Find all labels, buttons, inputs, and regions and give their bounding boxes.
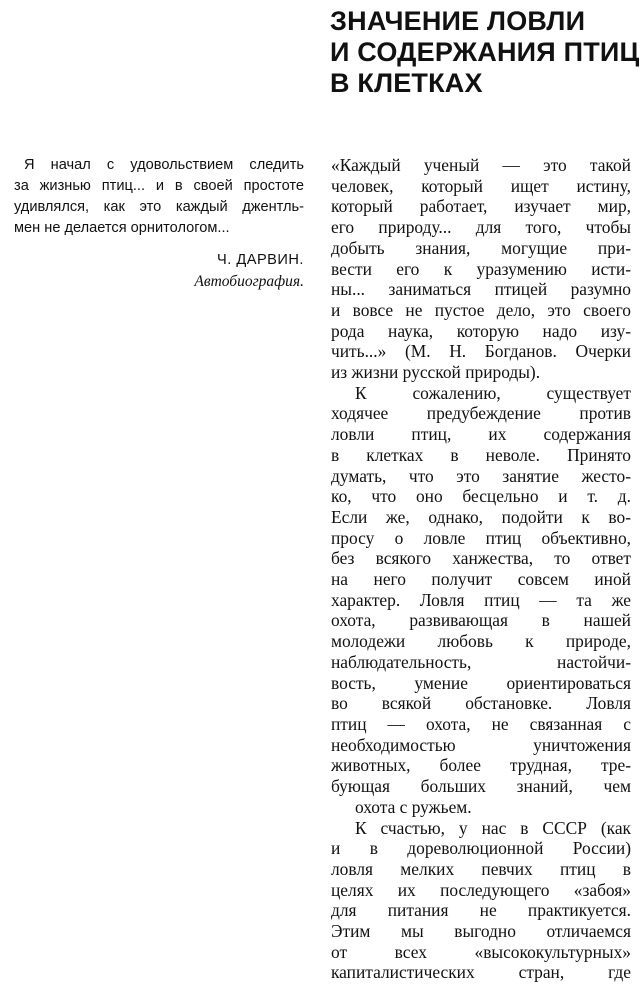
body-line: вость, умение ориентироваться bbox=[331, 672, 631, 693]
body-line: вести его к уразумению исти- bbox=[331, 258, 631, 279]
body-line: охота с ружьем. bbox=[355, 796, 472, 817]
title-line: И СОДЕРЖАНИЯ ПТИЦ bbox=[330, 37, 640, 67]
epigraph-line: за жизнью птиц... и в своей простоте bbox=[14, 178, 304, 194]
body-line: рода наука, которую надо изу- bbox=[331, 320, 631, 341]
body-line: в клетках в неволе. Принято bbox=[331, 444, 631, 465]
body-line: и в дореволюционной России) bbox=[331, 838, 631, 859]
title-line: В КЛЕТКАХ bbox=[330, 68, 483, 98]
body-line: человек, который ищет истину, bbox=[331, 175, 631, 196]
body-line: ловля мелких певчих птиц в bbox=[331, 858, 631, 879]
body-line: «Каждый ученый — это такой bbox=[331, 155, 631, 175]
body-line: ко, что оно бесцельно и т. д. bbox=[331, 486, 631, 507]
body-line: который работает, изучает мир, bbox=[331, 196, 631, 217]
body-line: просу о ловле птиц объективно, bbox=[331, 527, 631, 548]
body-line: молодежи любовь к природе, bbox=[331, 631, 631, 652]
body-line: охота, развивающая в нашей bbox=[331, 610, 631, 631]
body-line: животных, более трудная, тре- bbox=[331, 755, 631, 776]
epigraph bbox=[14, 155, 304, 239]
epigraph-line: удивлялся, как это каждый джентль- bbox=[14, 199, 304, 215]
epigraph-source: Автобиография. bbox=[194, 273, 304, 290]
body-line: чить...» (М. Н. Богданов. Очерки bbox=[331, 341, 631, 362]
epigraph-author: Ч. ДАРВИН. bbox=[216, 252, 304, 268]
body-line: Этим мы выгодно отличаемся bbox=[331, 921, 631, 942]
body-line: характер. Ловля птиц — та же bbox=[331, 589, 631, 610]
chapter-title bbox=[330, 6, 640, 99]
body-line: К счастью, у нас в СССР (как bbox=[355, 817, 631, 838]
body-line: птиц — охота, не связанная с bbox=[331, 713, 631, 734]
body-line: необходимостью уничтожения bbox=[331, 734, 631, 755]
body-line: капиталистических стран, где bbox=[331, 962, 631, 983]
body-line: его природу... для того, чтобы bbox=[331, 217, 631, 238]
epigraph-line: Я начал с удовольствием следить bbox=[24, 157, 304, 173]
body-line: ны... заниматься птицей разумно bbox=[331, 279, 631, 300]
body-line: на него получит совсем иной bbox=[331, 569, 631, 590]
body-line: из жизни русской природы). bbox=[331, 362, 541, 383]
body-line: Если же, однако, подойти к во- bbox=[331, 506, 631, 527]
body-text bbox=[331, 155, 631, 983]
title-line: ЗНАЧЕНИЕ ЛОВЛИ bbox=[330, 6, 586, 36]
body-line: для питания не практикуется. bbox=[331, 900, 631, 921]
epigraph-line: мен не делается орнитологом... bbox=[14, 220, 230, 236]
body-line: наблюдательность, настойчи- bbox=[331, 651, 631, 672]
body-line: добыть знания, могущие при- bbox=[331, 237, 631, 258]
body-line: от всех «высококультурных» bbox=[331, 941, 631, 962]
body-line: во всякой обстановке. Ловля bbox=[331, 693, 631, 714]
body-line: целях их последующего «забоя» bbox=[331, 879, 631, 900]
body-line: бующая больших знаний, чем bbox=[331, 776, 631, 797]
body-line: К сожалению, существует bbox=[355, 382, 631, 403]
body-line: и вовсе не пустое дело, это своего bbox=[331, 299, 631, 320]
body-line: без всякого ханжества, то ответ bbox=[331, 548, 631, 569]
body-line: ловли птиц, их содержания bbox=[331, 424, 631, 445]
body-line: думать, что это занятие жесто- bbox=[331, 465, 631, 486]
body-line: ходячее предубеждение против bbox=[331, 403, 631, 424]
